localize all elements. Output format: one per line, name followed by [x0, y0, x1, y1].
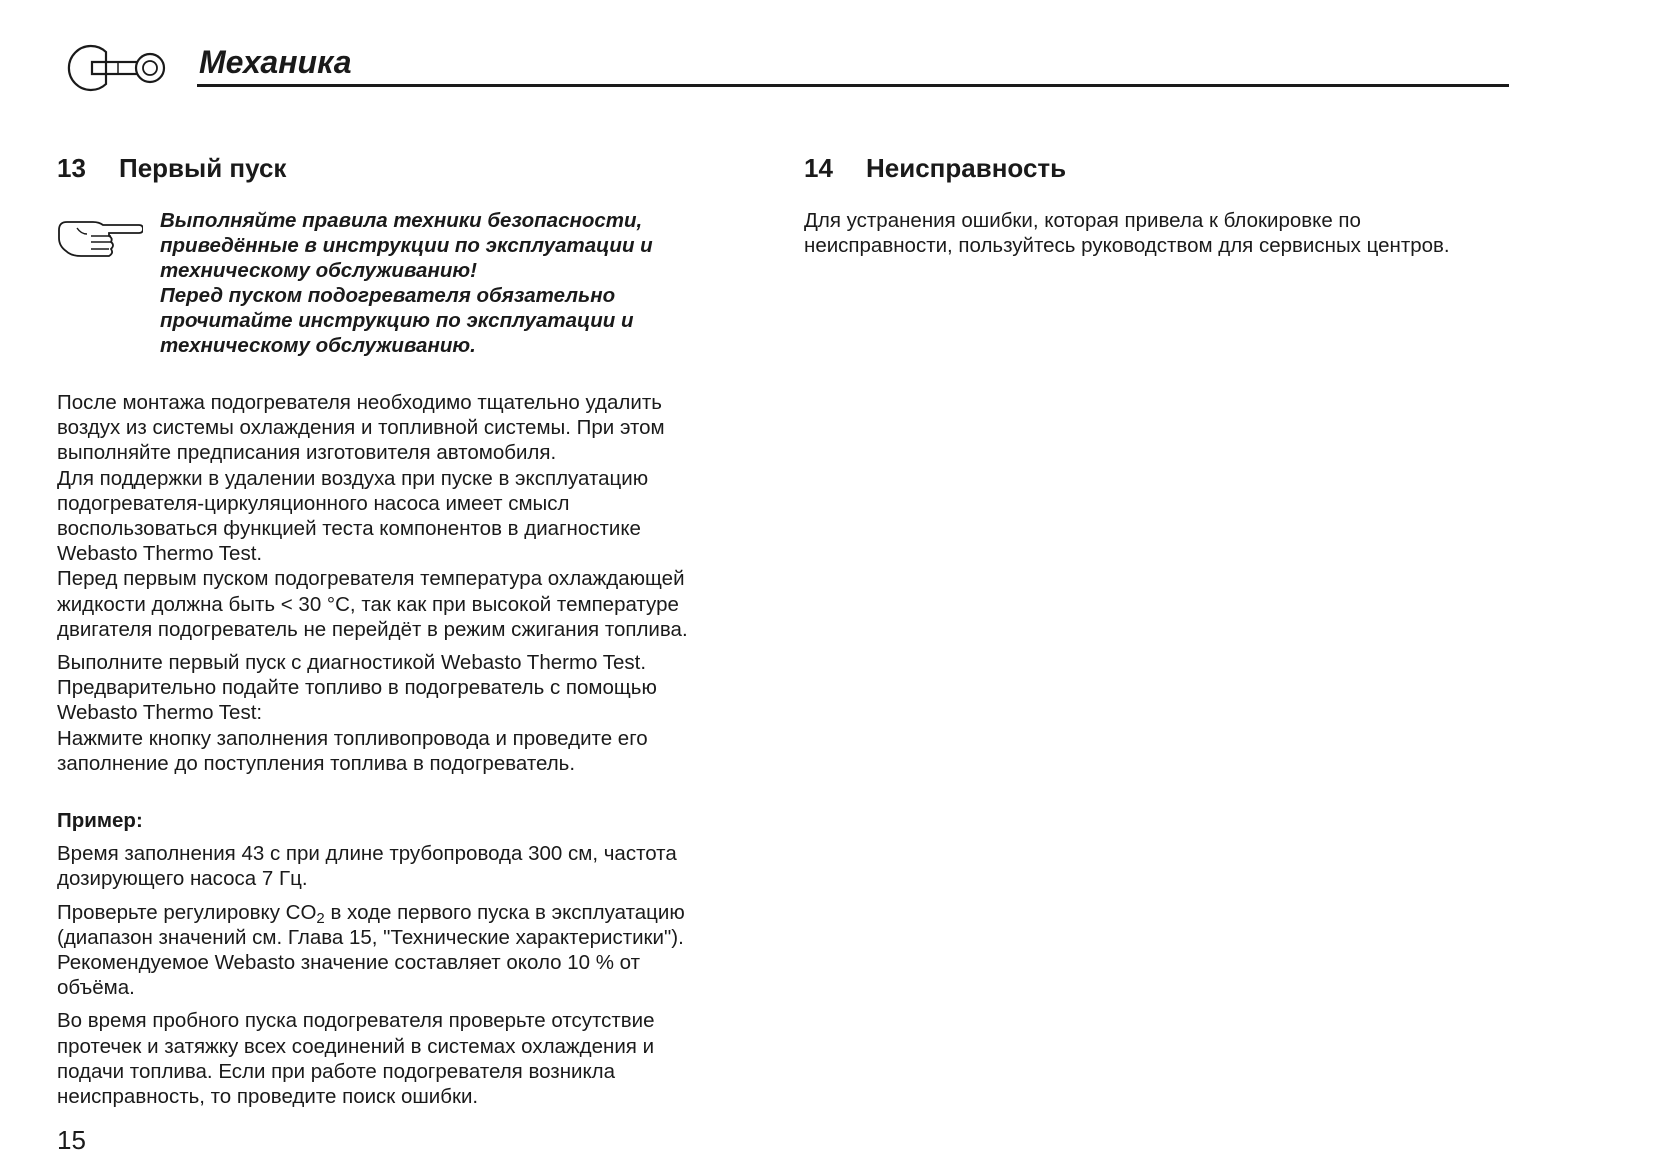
text-fragment: в ходе первого пуска в эксплуатацию — [324, 900, 685, 924]
text-line: протечек и затяжку всех соединений в системах охлаждения и — [57, 1034, 655, 1058]
text-line: После монтажа подогревателя необходимо тщательно удалить — [57, 391, 662, 414]
text-line: Webasto Thermo Test. — [57, 542, 263, 566]
text-line: Webasto Thermo Test: — [57, 701, 263, 725]
text-line: воспользоваться функцией теста компонентов в диагностике — [57, 517, 641, 541]
text-line: Нажмите кнопку заполнения топливопровода и проведите его — [57, 726, 648, 750]
section-title: Неисправность — [866, 153, 1067, 183]
section-13-heading — [57, 150, 757, 186]
text-line: дозирующего насоса 7 Гц. — [57, 867, 308, 891]
text-fragment: Проверьте регулировку CO — [57, 900, 317, 924]
paragraph-deaeration — [57, 390, 757, 642]
note-line: Выполняйте правила техники безопасности, — [160, 209, 643, 232]
section-number: 13 — [57, 153, 86, 183]
text-line: неисправности, пользуйтесь руководством для сервисных центров. — [804, 234, 1450, 258]
subscript: 2 — [316, 909, 325, 927]
text-line: воздух из системы охлаждения и топливной системы. При этом — [57, 416, 665, 440]
text-line: Предварительно подайте топливо в подогреватель с помощью — [57, 676, 657, 700]
paragraph-fault — [804, 208, 1504, 258]
text-line: жидкости должна быть < 30 °C, так как при высокой температуре — [57, 592, 679, 616]
section-number: 14 — [804, 153, 833, 183]
paragraph-first-start — [57, 650, 757, 776]
pointing-hand-icon — [57, 216, 143, 260]
text-line: Время заполнения 43 с при длине трубопровода 300 см, частота — [57, 842, 677, 866]
header-rule — [197, 84, 1509, 87]
text-line: Рекомендуемое Webasto значение составляет около 10 % от — [57, 951, 640, 975]
text-line: объёма. — [57, 976, 135, 1000]
text-line: двигателя подогреватель не перейдёт в режим сжигания топлива. — [57, 617, 688, 641]
wrench-icon — [58, 40, 170, 96]
text-line: подогревателя-циркуляционного насоса имеет смысл — [57, 491, 570, 515]
note-line: Перед пуском подогревателя обязательно — [160, 284, 616, 307]
text-line: выполняйте предписания изготовителя автомобиля. — [57, 441, 557, 465]
paragraph-example — [57, 841, 757, 891]
text-line: (диапазон значений см. Глава 15, "Технические характеристики"). — [57, 925, 684, 949]
text-line: Перед первым пуском подогревателя температура охлаждающей — [57, 567, 685, 591]
note-line: прочитайте инструкцию по эксплуатации и — [160, 309, 634, 332]
text-line: Для устранения ошибки, которая привела к блокировке по — [804, 209, 1361, 232]
section-14-heading — [804, 150, 1504, 186]
text-line: Для поддержки в удалении воздуха при пуске в эксплуатацию — [57, 466, 649, 490]
text-line — [57, 900, 757, 925]
note-line: техническому обслуживанию. — [160, 334, 476, 357]
text-line: заполнение до поступления топлива в подогреватель. — [57, 751, 576, 775]
paragraph-co2 — [57, 900, 757, 1001]
note-line: техническому обслуживанию! — [160, 259, 477, 282]
note-line: приведённые в инструкции по эксплуатации и — [160, 234, 653, 257]
example-heading: Пример: — [57, 809, 143, 833]
section-title: Первый пуск — [119, 153, 287, 183]
page-number: 15 — [57, 1125, 86, 1155]
left-column — [57, 150, 757, 1117]
text-line: неисправность, то проведите поиск ошибки. — [57, 1085, 479, 1109]
text-line: подачи топлива. Если при работе подогревателя возникла — [57, 1059, 616, 1083]
safety-note — [57, 208, 757, 358]
paragraph-leak-check — [57, 1008, 757, 1109]
right-column — [804, 150, 1504, 266]
page-header-title: Механика — [199, 44, 352, 80]
text-line: Выполните первый пуск с диагностикой Webasto Thermo Test. — [57, 651, 647, 675]
text-line: Во время пробного пуска подогревателя проверьте отсутствие — [57, 1009, 655, 1033]
